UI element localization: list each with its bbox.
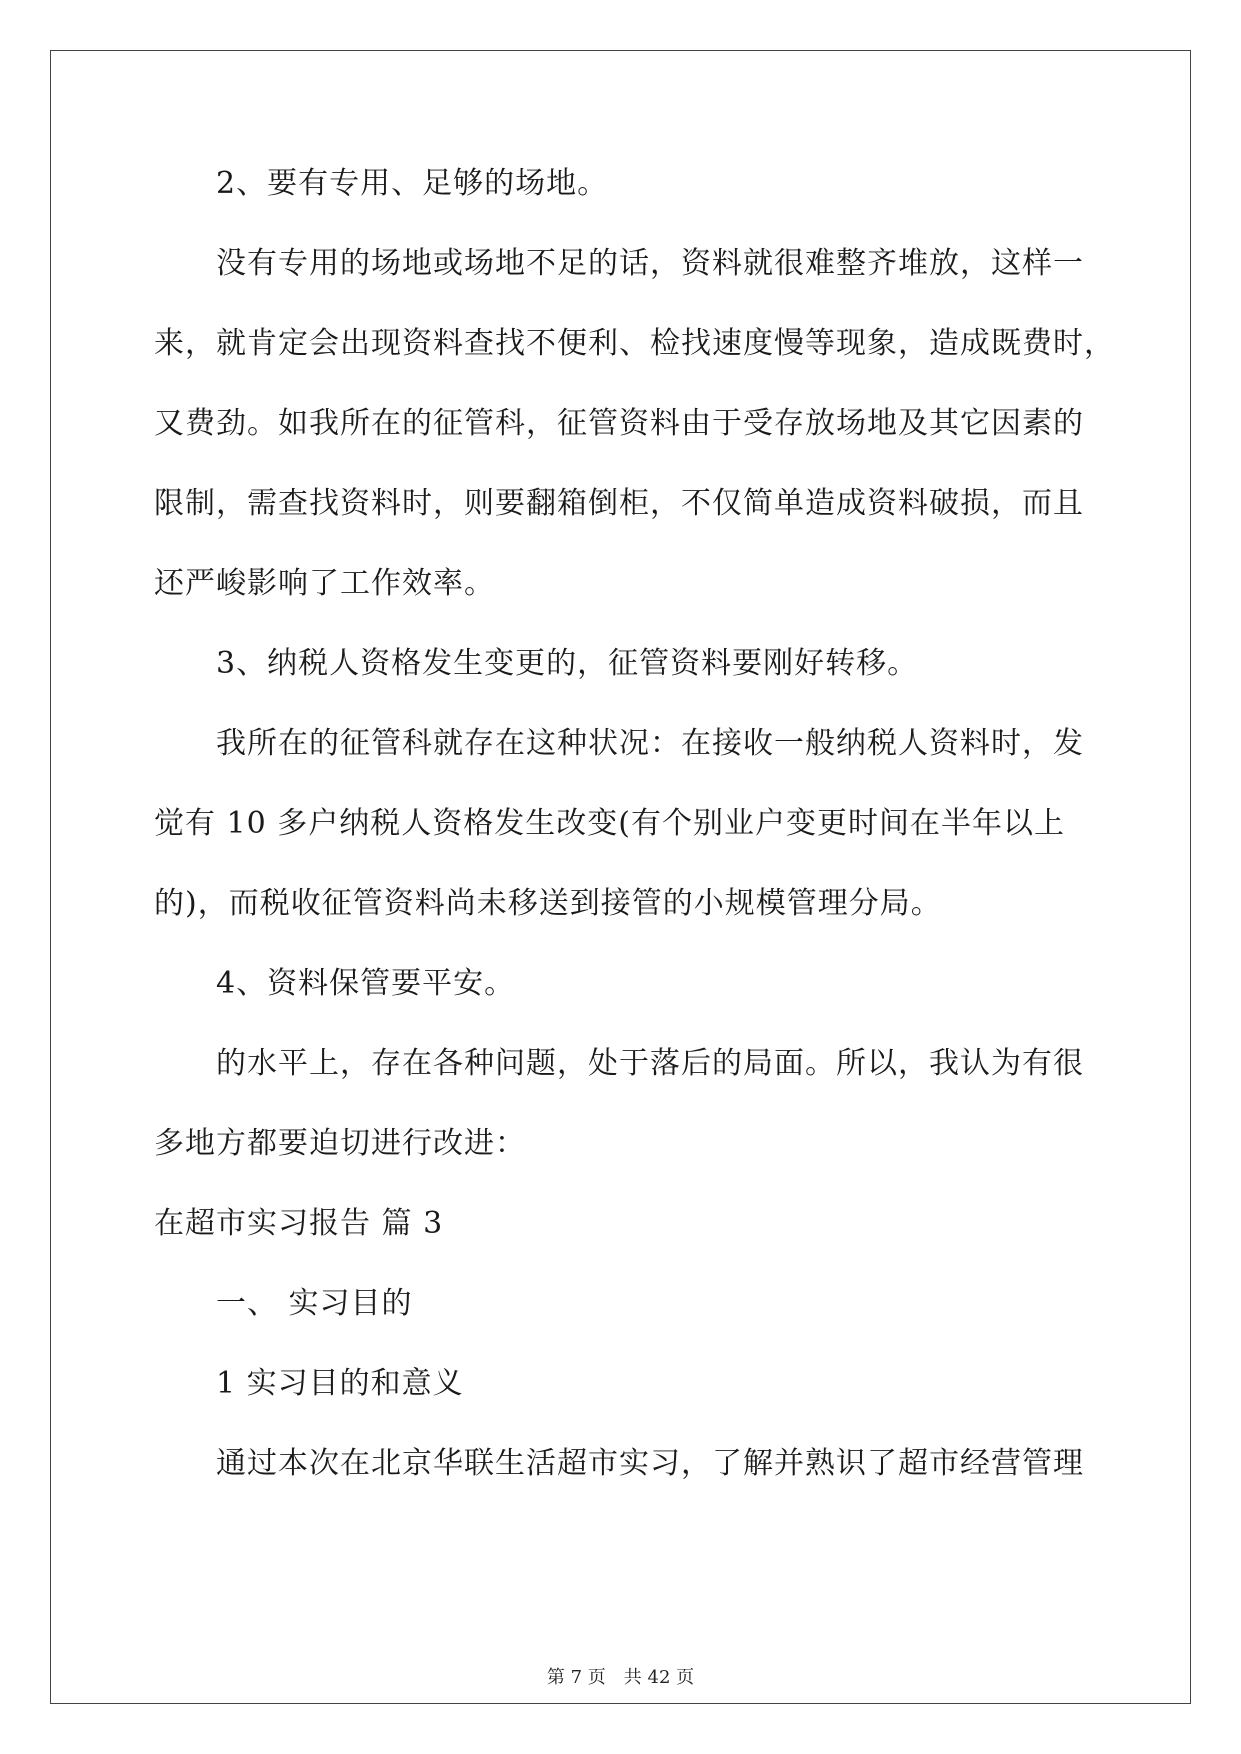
paragraph-line: 多地方都要迫切进行改进： (154, 1126, 526, 1161)
section-title: 在超市实习报告 篇 3 (154, 1206, 444, 1241)
paragraph-line: 还严峻影响了工作效率。 (154, 566, 495, 601)
paragraph-line: 我所在的征管科就存在这种状况：在接收一般纳税人资料时，发 (216, 726, 1084, 761)
subsection-heading: 一、 实习目的 (216, 1286, 413, 1321)
page-number-footer: 第 7 页 共 42 页 (546, 1667, 695, 1688)
paragraph-line: 又费劲。如我所在的征管科，征管资料由于受存放场地及其它因素的 (154, 406, 1084, 441)
paragraph-line: 觉有 10 多户纳税人资格发生改变(有个别业户变更时间在半年以上 (154, 806, 1065, 841)
paragraph-line: 的水平上，存在各种问题，处于落后的局面。所以，我认为有很 (216, 1046, 1084, 1081)
paragraph-heading-4: 4、资料保管要平安。 (216, 966, 516, 1001)
subsection-heading: 1 实习目的和意义 (216, 1366, 464, 1401)
paragraph-line: 通过本次在北京华联生活超市实习，了解并熟识了超市经营管理 (216, 1446, 1084, 1481)
paragraph-heading-3: 3、纳税人资格发生变更的，征管资料要刚好转移。 (216, 646, 919, 681)
document-body (154, 164, 1115, 1524)
paragraph-line: 来，就肯定会出现资料查找不便利、检找速度慢等现象，造成既费时， (154, 326, 1115, 361)
paragraph-line: 的)，而税收征管资料尚未移送到接管的小规模管理分局。 (154, 886, 942, 921)
paragraph-line: 没有专用的场地或场地不足的话，资料就很难整齐堆放，这样一 (216, 246, 1084, 281)
paragraph-heading-2: 2、要有专用、足够的场地。 (216, 166, 609, 201)
paragraph-line: 限制，需查找资料时，则要翻箱倒柜，不仅简单造成资料破损，而且 (154, 486, 1084, 521)
